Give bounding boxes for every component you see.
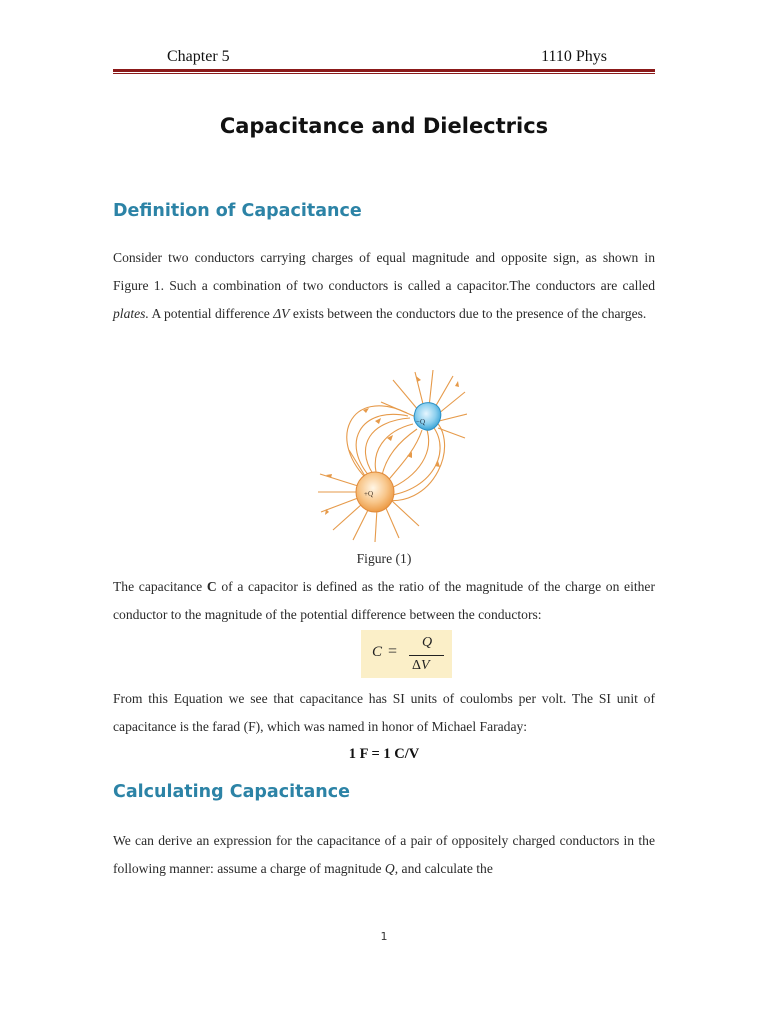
course-label: 1110 Phys xyxy=(541,48,607,65)
negative-charge-label: −Q xyxy=(416,418,426,426)
paragraph-intro: Consider two conductors carrying charges of equal magnitude and opposite sign, as shown in Figure 1. Such a combination of two conductors is called a capacitor.The conductors are called plates. A potential difference ΔV exists between the conductors due to the presence of the charges. xyxy=(113,250,655,321)
positive-charge-label: +Q xyxy=(364,490,374,498)
page-header xyxy=(113,44,655,68)
fraction-bar xyxy=(409,655,444,656)
paragraph-si-units: From this Equation we see that capacitance has SI units of coulombs per volt. The SI unit of capacitance is the farad (F), which was named in honor of Michael Faraday: xyxy=(113,691,655,734)
page-number: 1 xyxy=(380,930,388,943)
field-lines xyxy=(318,370,467,542)
capacitance-symbol: C xyxy=(206,579,217,594)
charge-symbol: Q xyxy=(384,861,395,876)
figure-caption: Figure (1) xyxy=(356,551,412,566)
header-rule-thin xyxy=(113,73,655,74)
header-rule-thick xyxy=(113,69,655,72)
chapter-label: Chapter 5 xyxy=(167,48,230,65)
paragraph-capacitance-definition: The capacitance C of a capacitor is defined as the ratio of the magnitude of the charge on either conductor to the magnitude of the potential difference between the conductors: xyxy=(113,579,655,622)
capacitance-equation xyxy=(361,630,452,678)
farad-equation: 1 F = 1 C/V xyxy=(348,746,420,762)
equation-numerator: Q xyxy=(422,635,433,650)
plates-term: plates. xyxy=(113,306,149,321)
delta-v-term: ΔV xyxy=(273,306,290,321)
equation-lhs: C xyxy=(372,644,383,660)
paragraph-calculating: We can derive an expression for the capacitance of a pair of oppositely charged conductors in the following manner: assume a charge of magnitude Q, and calculate the xyxy=(113,833,655,876)
section-heading-definition: Definition of Capacitance xyxy=(113,201,362,221)
page-title: Capacitance and Dielectrics xyxy=(219,114,549,138)
positive-conductor xyxy=(356,472,394,512)
equation-denominator: ΔV xyxy=(412,658,430,673)
capacitor-field-figure xyxy=(315,366,467,542)
equation-equals: = xyxy=(388,643,398,660)
negative-conductor xyxy=(414,403,441,431)
section-heading-calculating: Calculating Capacitance xyxy=(113,782,350,802)
